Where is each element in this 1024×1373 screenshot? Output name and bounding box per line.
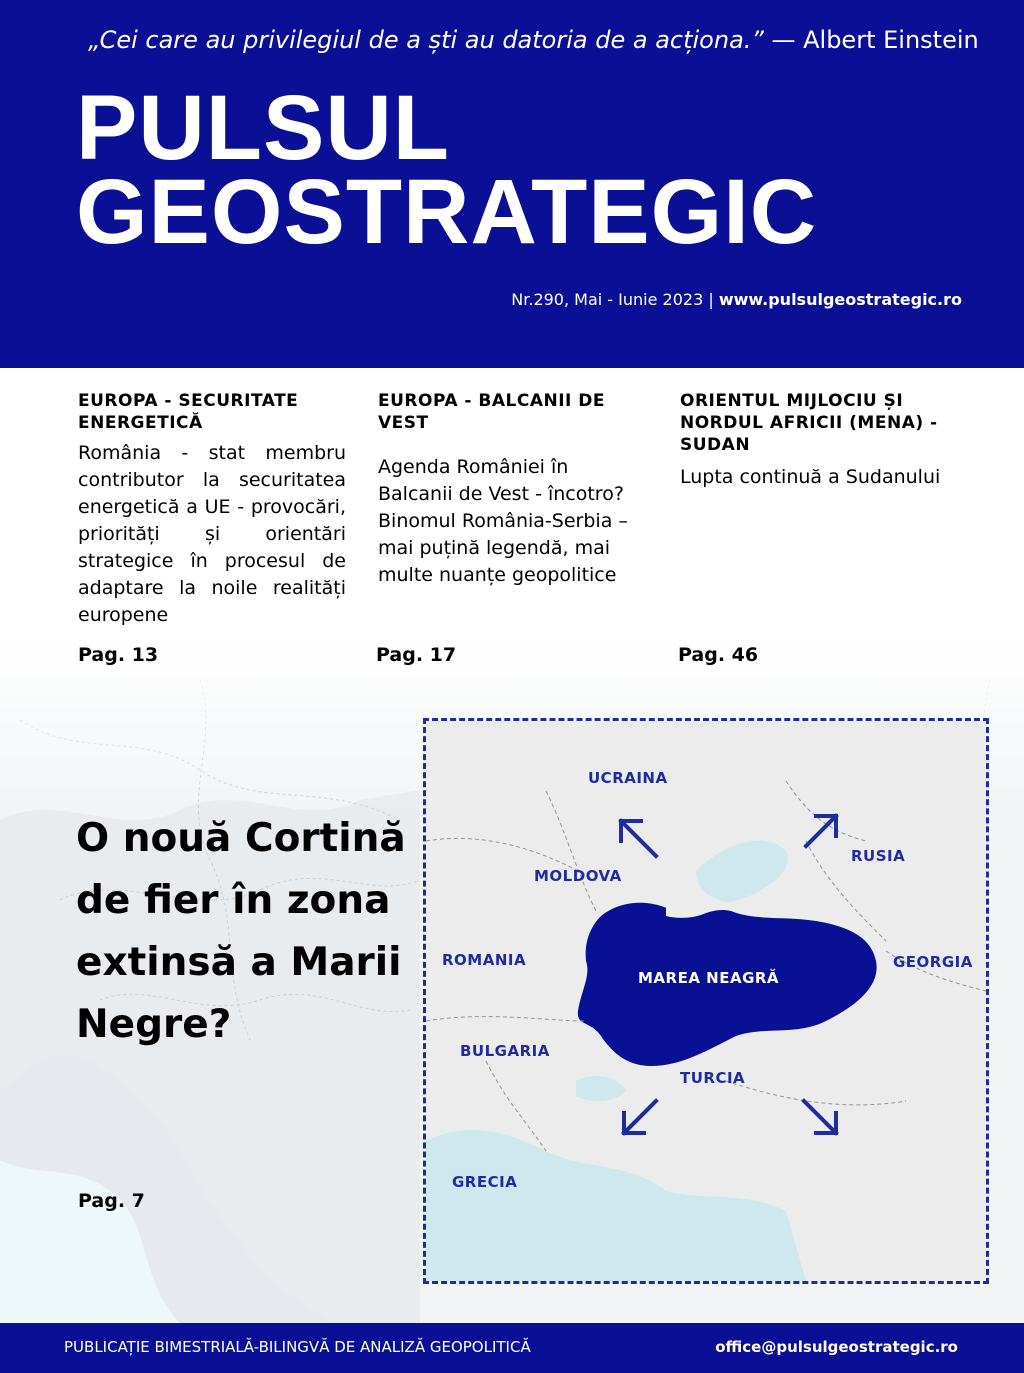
article-mena-sudan[interactable] — [680, 390, 948, 491]
quote-text: „Cei care au privilegiul de a ști au datoria de a acționa.” — [88, 26, 764, 54]
article-category: EUROPA - SECURITATE ENERGETICĂ — [78, 391, 299, 433]
footer-bar — [0, 1323, 1024, 1373]
map-label-romania: ROMANIA — [442, 951, 527, 969]
article-category: ORIENTUL MIJLOCIU ȘI NORDUL AFRICII (MENA) - SUDAN — [680, 391, 938, 455]
article-description: Lupta continuă a Sudanului — [680, 466, 941, 488]
article-page-number: Pag. 13 — [78, 644, 159, 666]
cover-headline[interactable]: O nouă Cortină de fier în zona extinsă a Marii Negre? — [76, 816, 406, 1047]
map-label-bulgaria: BULGARIA — [460, 1042, 550, 1060]
quote-author: — Albert Einstein — [771, 26, 979, 54]
map-label-ucraina: UCRAINA — [588, 769, 668, 787]
issue-info — [511, 290, 962, 309]
issue-number: Nr.290, Mai - Iunie 2023 — [511, 290, 704, 309]
article-page-number: Pag. 46 — [678, 644, 759, 666]
publication-title — [76, 77, 818, 263]
article-description: Agenda României în Balcanii de Vest - încotro? Binomul România-Serbia – mai puțină legendă, mai multe nuanțe geopolitice — [378, 456, 628, 586]
map-label-rusia: RUSIA — [851, 847, 906, 865]
map-label-turcia: TURCIA — [680, 1069, 746, 1087]
map-label-grecia: GRECIA — [452, 1173, 518, 1191]
title-line-2: GEOSTRATEGIC — [76, 161, 818, 263]
map-label-moldova: MOLDOVA — [534, 867, 622, 885]
article-page-number: Pag. 17 — [376, 644, 457, 666]
article-description: România - stat membru contributor la securitatea energetică a UE - provocări, priorități și orientări strategice în procesul de adaptare la noile realități europene — [78, 442, 346, 626]
footer-tagline: PUBLICAȚIE BIMESTRIALĂ-BILINGVĂ DE ANALIZĂ GEOPOLITICĂ — [64, 1338, 531, 1356]
map-label-black-sea: MAREA NEAGRĂ — [638, 969, 780, 987]
masthead-quote — [88, 26, 988, 54]
footer-email[interactable]: office@pulsulgeostrategic.ro — [715, 1338, 958, 1356]
masthead — [0, 0, 1024, 368]
issue-separator: | — [708, 290, 714, 309]
map-label-georgia: GEORGIA — [893, 953, 973, 971]
cover-page-number: Pag. 7 — [78, 1190, 145, 1212]
website-link[interactable]: www.pulsulgeostrategic.ro — [718, 290, 962, 309]
article-western-balkans[interactable] — [378, 390, 646, 589]
black-sea-map-graphic — [426, 721, 986, 1281]
black-sea-map — [423, 718, 989, 1284]
title-line-1: PULSUL — [76, 77, 450, 179]
article-category: EUROPA - BALCANII DE VEST — [378, 391, 606, 433]
article-energy-security[interactable] — [78, 390, 346, 629]
